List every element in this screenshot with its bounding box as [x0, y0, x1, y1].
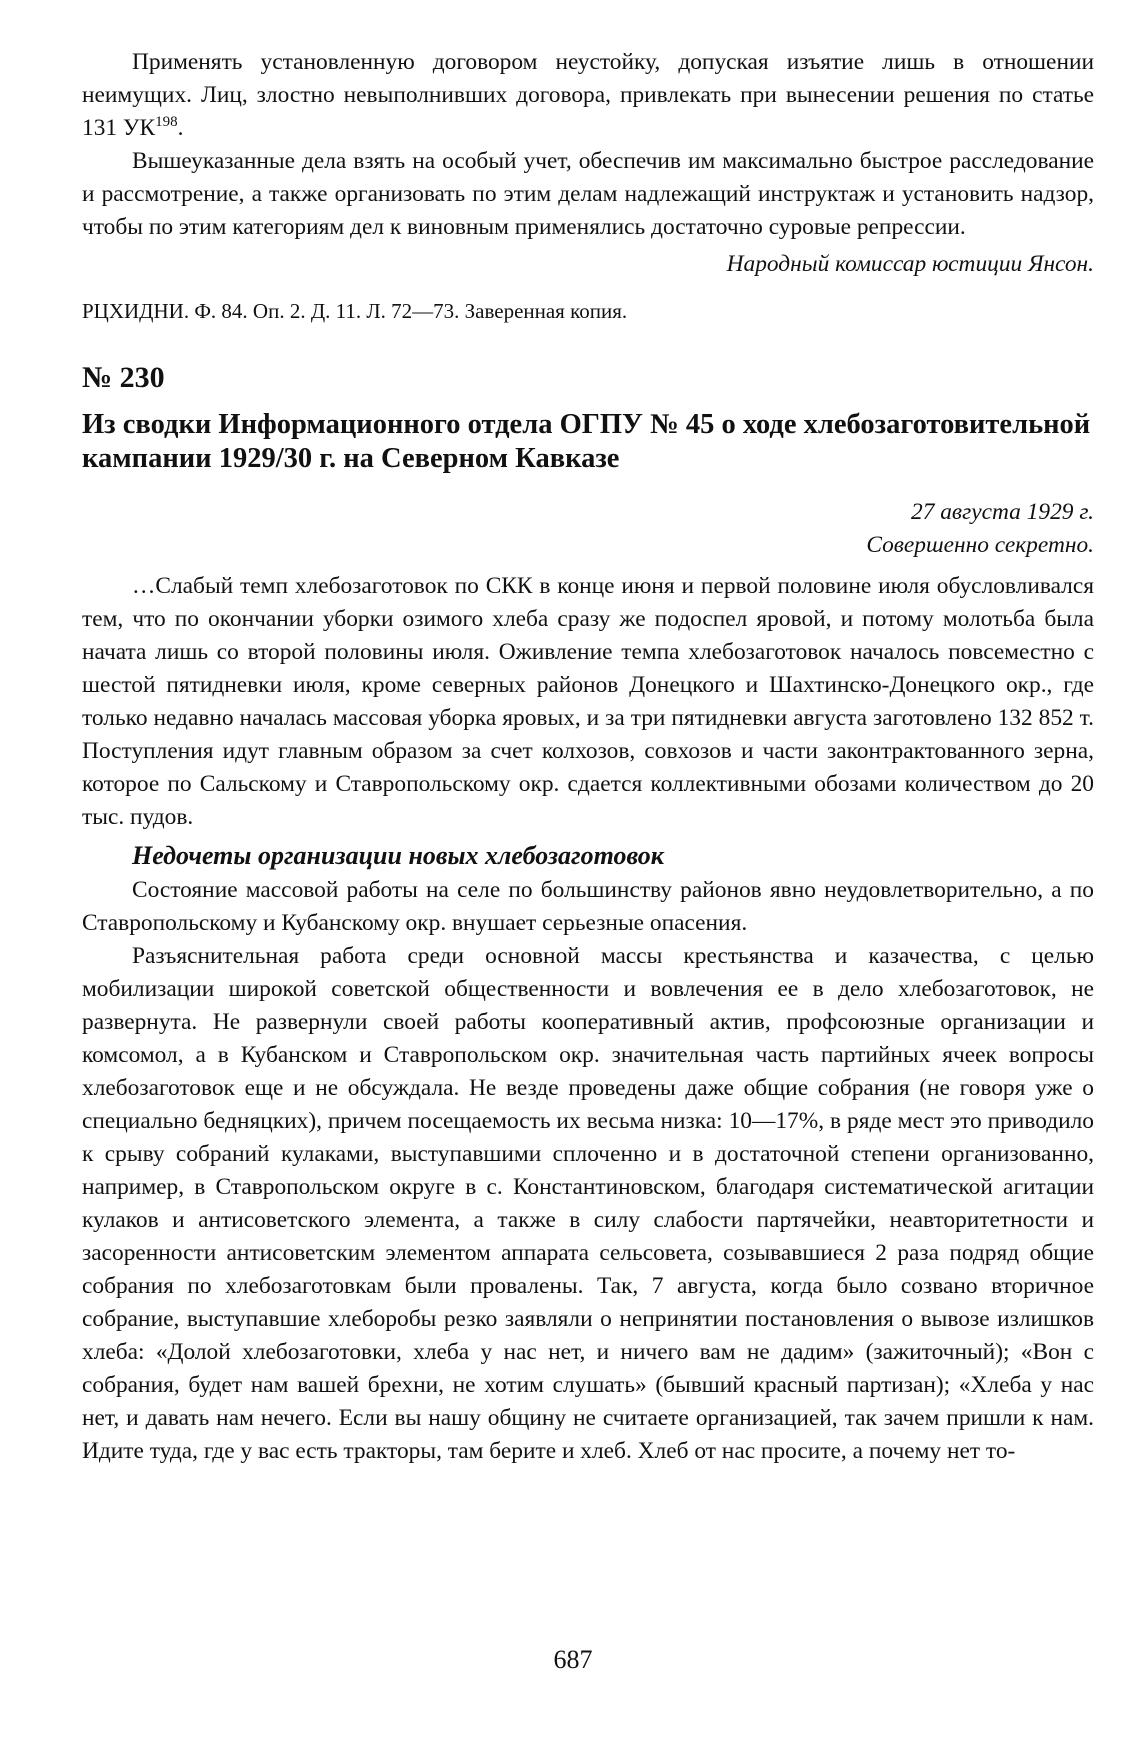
- document-date: 27 августа 1929 г.: [911, 499, 1094, 525]
- secrecy-stamp: Совершенно секретно.: [866, 532, 1094, 558]
- archive-source: РЦХИДНИ. Ф. 84. Оп. 2. Д. 11. Л. 72—73. Заверенная копия.: [82, 299, 628, 323]
- signature: Народный комиссар юстиции Янсон.: [726, 251, 1094, 277]
- section-subheading: Недочеты организации новых хлебозаготовок: [132, 841, 664, 870]
- page-number: 687: [553, 1645, 593, 1674]
- document-number: № 230: [82, 361, 165, 394]
- paragraph-special-account: Вышеуказанные дела взять на особый учет, обеспечив им максимально быстрое расследование и рассмотрение, а также организовать по этим делам надлежащий инструктаж и установить надзор, чтобы по этим категориям дел к виновным применялись достаточно суровые репрессии.: [82, 148, 1094, 240]
- document-title: Из сводки Информационного отдела ОГПУ № 45 о ходе хлебозаготовительной кампании 1929/30 г. на Северном Кавказе: [82, 409, 1091, 474]
- paragraph-grain-pace: …Слабый темп хлебозаготовок по СКК в конце июня и первой половине июля обусловливался тем, что по окончании уборки озимого хлеба сразу же подоспел яровой, и потому молотьба была начата лишь со второй половины июля. Оживление темпа хлебозаготовок началось повсеместно с шестой пятидневки июля, кроме северных районов Донецкого и Шахтинско-Донецкого окр., где только недавно началась массовая уборка яровых, и за три пятидневки августа заготовлено 132 852 т. Поступления идут главным образом за счет колхозов, совхозов и части законтрактованного зерна, которое по Сальскому и Ставропольскому окр. сдается коллективными обозами количеством до 20 тыс. пудов.: [82, 573, 1094, 830]
- paragraph-penalty-text: Применять установленную договором неустойку, допуская изъятие лишь в отношении неимущих. Лиц, злостно невыполнивших договора, привлекать при вынесении решения по статье 131 УК: [82, 49, 1094, 141]
- paragraph-mass-work: Состояние массовой работы на селе по большинству районов явно неудовлетворительно, а по Ставропольскому и Кубанскому окр. внушает серьезные опасения.: [82, 877, 1094, 936]
- paragraph-penalty: [82, 46, 1094, 145]
- footnote-reference: 198: [155, 114, 178, 131]
- paragraph-penalty-end: .: [177, 115, 184, 141]
- paragraph-explanatory-work: Разъяснительная работа среди основной массы крестьянства и казачества, с целью мобилизации широкой советской общественности и вовлечения ее в дело хлебозаготовок, не развернута. Не развернули своей работы кооперативный актив, профсоюзные организации и комсомол, а в Кубанском и Ставропольском окр. значительная часть партийных ячеек вопросы хлебозаготовок еще и не обсуждала. Не везде проведены даже общие собрания (не говоря уже о специально бедняцких), причем посещаемость их весьма низка: 10—17%, в ряде мест это приводило к срыву собраний кулаками, выступавшими сплоченно и в достаточной степени организованно, например, в Ставропольском округе в с. Константиновском, благодаря систематической агитации кулаков и антисоветского элемента, а также в силу слабости партячейки, неавторитетности и засоренности антисоветским элементом аппарата сельсовета, созывавшиеся 2 раза подряд общие собрания по хлебозаготовкам были провалены. Так, 7 августа, когда было созвано вторичное собрание, выступавшие хлеборобы резко заявляли о непринятии постановления о вывозе излишков хлеба: «Долой хлебозаготовки, хлеба у нас нет, и ничего вам не дадим» (зажиточный); «Вон с собрания, будет нам вашей брехни, не хотим слушать» (бывший красный партизан); «Хлеба у нас нет, и давать нам нечего. Если вы нашу общину не считаете организацией, так зачем пришли к нам. Идите туда, где у вас есть тракторы, там берите и хлеб. Хлеб от нас просите, а почему нет то-: [82, 943, 1094, 1464]
